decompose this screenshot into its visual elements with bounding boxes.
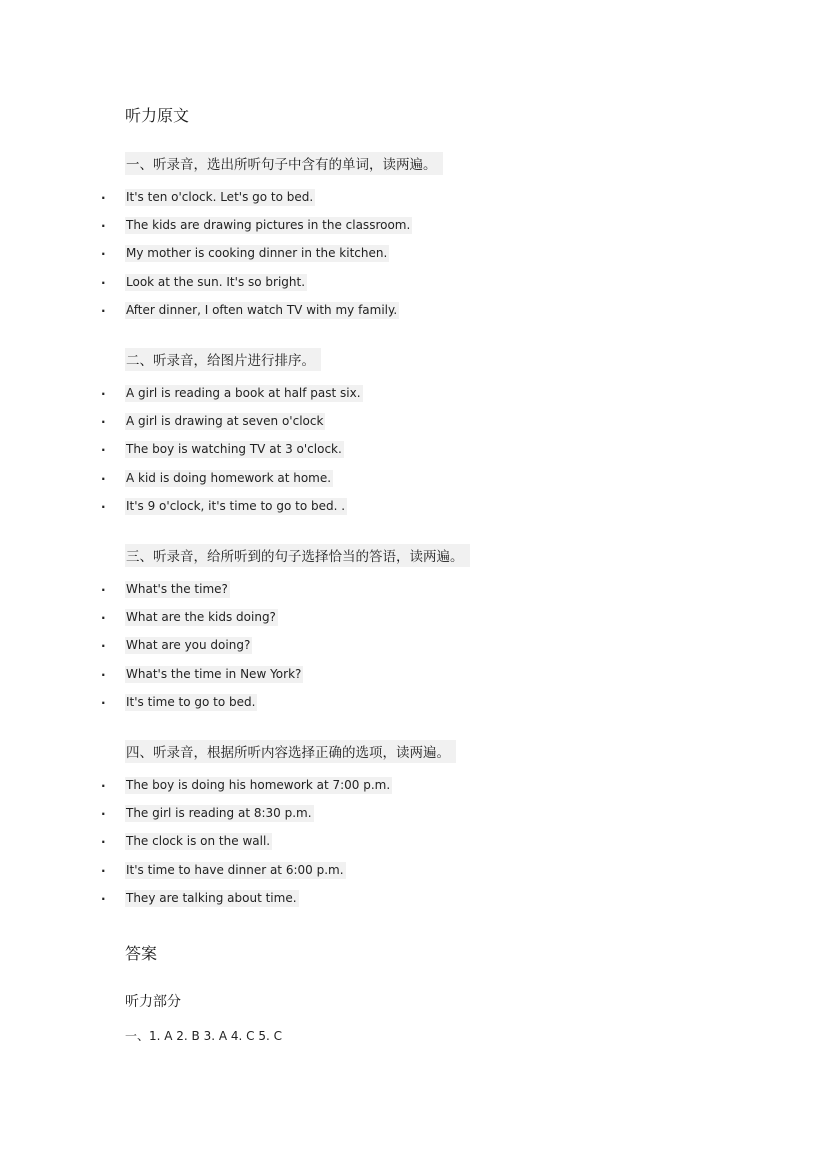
bullet: .: [101, 188, 106, 202]
list-item: What are you doing?: [126, 638, 251, 652]
answers-line: 一、1. A 2. B 3. A 4. C 5. C: [125, 1029, 282, 1043]
bullet: .: [101, 861, 106, 875]
bullet: .: [101, 384, 106, 398]
bullet: .: [101, 608, 106, 622]
list-item: A girl is reading a book at half past six.: [126, 386, 361, 400]
list-item: It's time to go to bed.: [126, 695, 256, 709]
bullet: .: [101, 832, 106, 846]
bullet: .: [101, 469, 106, 483]
bullet: .: [101, 804, 106, 818]
bullet: .: [101, 301, 106, 315]
list-item: My mother is cooking dinner in the kitchen.: [126, 246, 388, 260]
section-heading-1: 一、听录音，选出所听句子中含有的单词，读两遍。: [125, 152, 443, 175]
bullet: .: [101, 497, 106, 511]
list-item: The boy is watching TV at 3 o'clock.: [126, 442, 342, 456]
answers-title: 答案: [125, 944, 158, 963]
bullet: .: [101, 244, 106, 258]
bullet: .: [101, 440, 106, 454]
list-item: The kids are drawing pictures in the classroom.: [126, 218, 411, 232]
list-item: What's the time?: [126, 582, 228, 596]
bullet: .: [101, 412, 106, 426]
page-title: 听力原文: [125, 106, 190, 125]
list-item: Look at the sun. It's so bright.: [126, 275, 306, 289]
list-item: It's 9 o'clock, it's time to go to bed. .: [126, 499, 346, 513]
list-item: It's time to have dinner at 6:00 p.m.: [126, 863, 344, 877]
bullet: .: [101, 580, 106, 594]
list-item: They are talking about time.: [126, 891, 297, 905]
bullet: .: [101, 889, 106, 903]
list-item: A girl is drawing at seven o'clock: [126, 414, 324, 428]
bullet: .: [101, 665, 106, 679]
section-heading-4: 四、听录音，根据所听内容选择正确的选项，读两遍。: [125, 740, 456, 763]
bullet: .: [101, 776, 106, 790]
bullet: .: [101, 216, 106, 230]
list-item: What's the time in New York?: [126, 667, 302, 681]
bullet: .: [101, 273, 106, 287]
list-item: After dinner, I often watch TV with my family.: [126, 303, 398, 317]
answers-subtitle: 听力部分: [125, 994, 181, 1010]
section-heading-3: 三、听录音，给所听到的句子选择恰当的答语，读两遍。: [125, 544, 470, 567]
list-item: The boy is doing his homework at 7:00 p.m.: [126, 778, 391, 792]
list-item: The girl is reading at 8:30 p.m.: [126, 806, 312, 820]
list-item: What are the kids doing?: [126, 610, 276, 624]
bullet: .: [101, 693, 106, 707]
section-heading-2: 二、听录音，给图片进行排序。: [125, 348, 321, 371]
list-item: The clock is on the wall.: [126, 834, 271, 848]
list-item: A kid is doing homework at home.: [126, 471, 332, 485]
list-item: It's ten o'clock. Let's go to bed.: [126, 190, 314, 204]
bullet: .: [101, 636, 106, 650]
